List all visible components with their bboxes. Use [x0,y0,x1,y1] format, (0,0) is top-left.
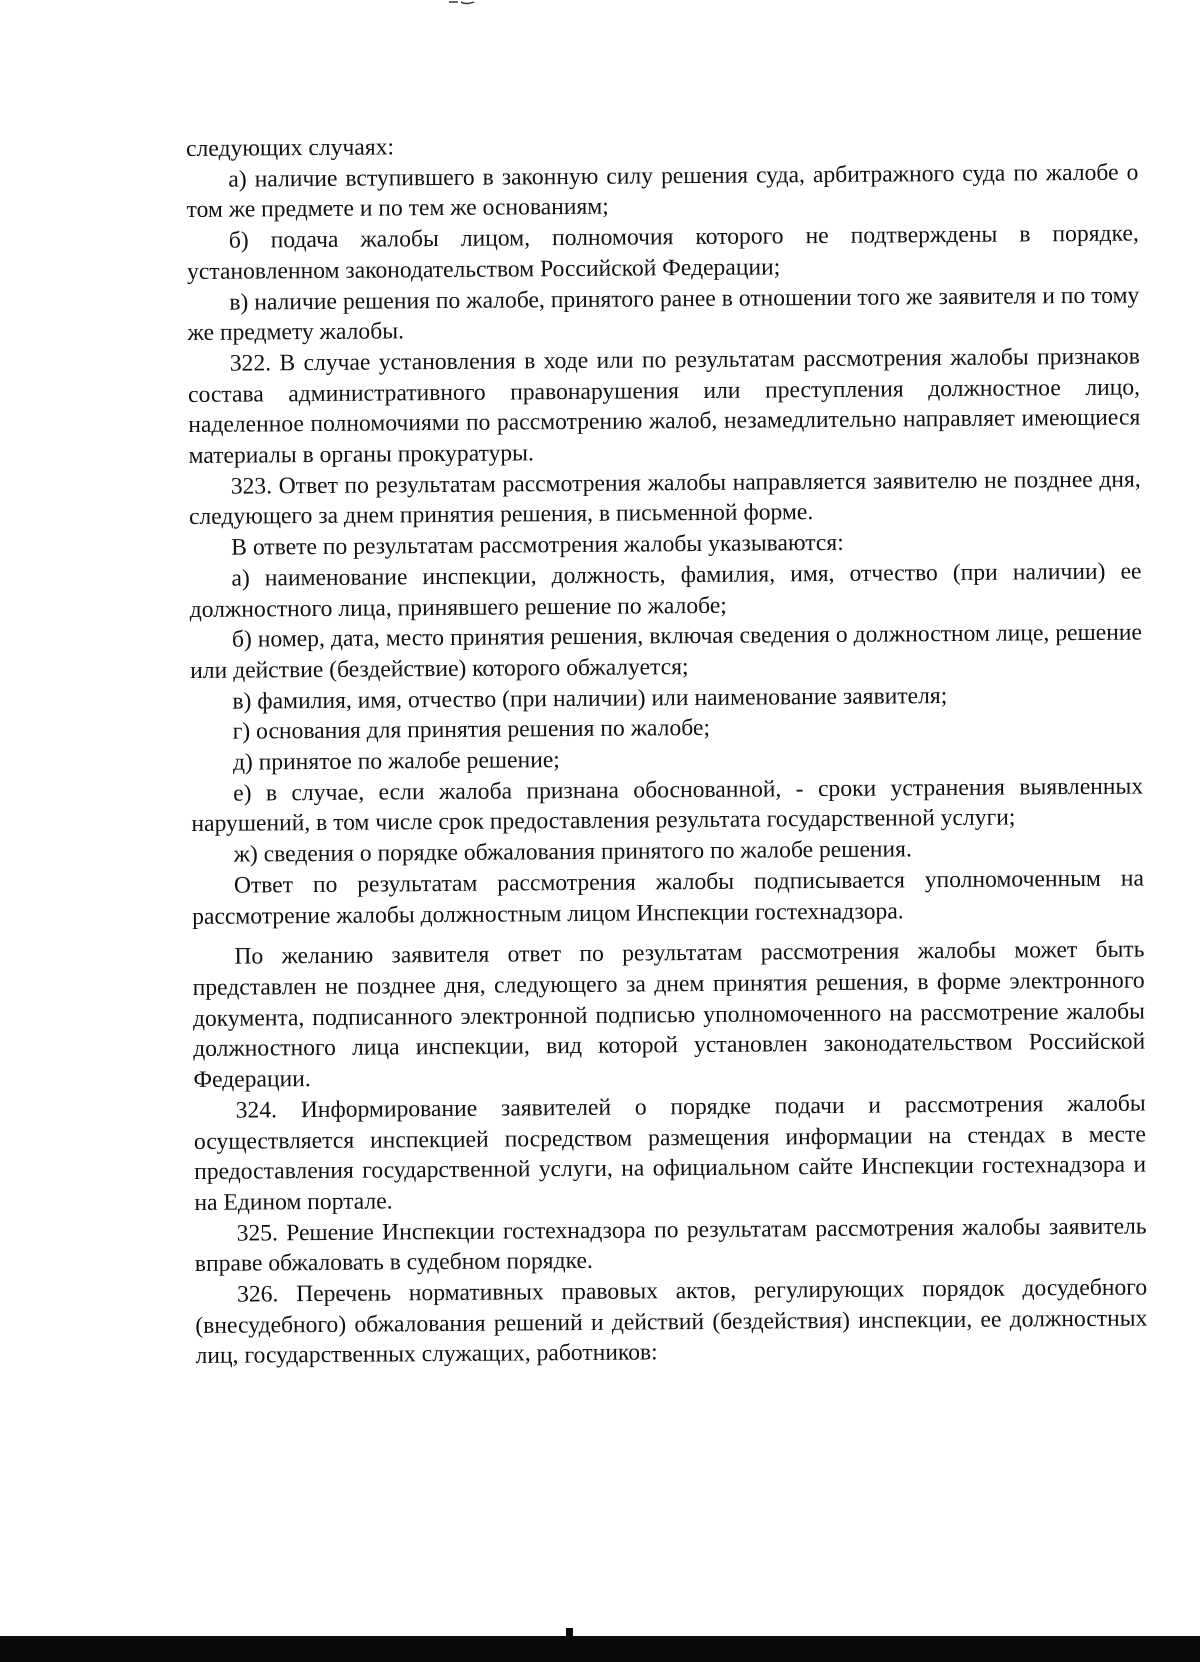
answer-item-g: г) основания для принятия решения по жалобе; [232,715,711,746]
document-body [186,127,1148,1373]
list-item-b: б) подача жалобы лицом, полномочия которого не подтверждены в порядке, установленном законодательством Российской Федерации; [186,220,1139,285]
answer-item-v: в) фамилия, имя, отчество (при наличии) или наименование заявителя; [232,682,948,715]
clause-322: 322. В случае установления в ходе или по результатам рассмотрения жалобы признаков состава административного правонарушения или преступления должностное лицо, наделенное полномочиями по рассмотрению жалоб, незамедлительно направляет имеющиеся материалы в органы прокуратуры. [187,343,1141,470]
answer-item-zh: ж) сведения о порядке обжалования принятого по жалобе решения. [233,836,912,868]
scan-artifact-mark [448,0,476,5]
clause-325: 325. Решение Инспекции гостехнадзора по результатам рассмотрения жалобы заявитель вправе обжаловать в судебном порядке. [194,1213,1147,1278]
answer-signature-paragraph: Ответ по результатам рассмотрения жалобы подписывается уполномоченным на рассмотрение жалобы должностным лицом Инспекции гостехнадзора. [192,865,1144,930]
answer-contents-intro: В ответе по результатам рассмотрения жалобы указываются: [231,529,844,561]
scan-bottom-edge [0,1636,1200,1662]
answer-item-a: а) наименование инспекции, должность, фамилия, имя, отчество (при наличии) ее должностного лица, принявшего решение по жалобе; [189,558,1142,623]
answer-item-d: д) принятое по жалобе решение; [232,747,560,776]
paragraph-continuation: следующих случаях: [186,134,395,162]
list-item-v: в) наличие решения по жалобе, принятого ранее в отношении того же заявителя и по тому же предмету жалобы. [187,282,1140,347]
electronic-answer-paragraph: По желанию заявителя ответ по результатам рассмотрения жалобы может быть представлен не позднее дня, следующего за днем принятия решения, в форме электронного документа, подписанного электронной подписью уполномоченного на рассмотрение жалобы должностного лица инспекции, вид которой установлен законодательством Российской Федерации. [192,936,1146,1094]
answer-item-e: е) в случае, если жалоба признана обоснованной, - сроки устранения выявленных нарушений, в том числе срок предоставления результата государственной услуги; [191,773,1144,838]
list-item-a: а) наличие вступившего в законную силу решения суда, арбитражного суда по жалобе о том же предмете и по тем же основаниям; [186,159,1139,224]
clause-323: 323. Ответ по результатам рассмотрения жалобы направляется заявителю не позднее дня, следующего за днем принятия решения, в письменной форме. [188,466,1141,531]
clause-324: 324. Информирование заявителей о порядке подачи и рассмотрения жалобы осуществляется инспекцией посредством размещения информации на стендах в месте предоставления государственной услуги, на официальном сайте Инспекции гостехнадзора и на Едином портале. [193,1090,1147,1216]
answer-item-b: б) номер, дата, место принятия решения, включая сведения о должностном лице, решение или действие (бездействие) которого обжалуется; [190,619,1143,684]
clause-326: 326. Перечень нормативных правовых актов, регулирующих порядок досудебного (внесудебного) обжалования решений и действий (бездействия) инспекции, ее должностных лиц, государственных служащих, работников: [195,1274,1148,1370]
